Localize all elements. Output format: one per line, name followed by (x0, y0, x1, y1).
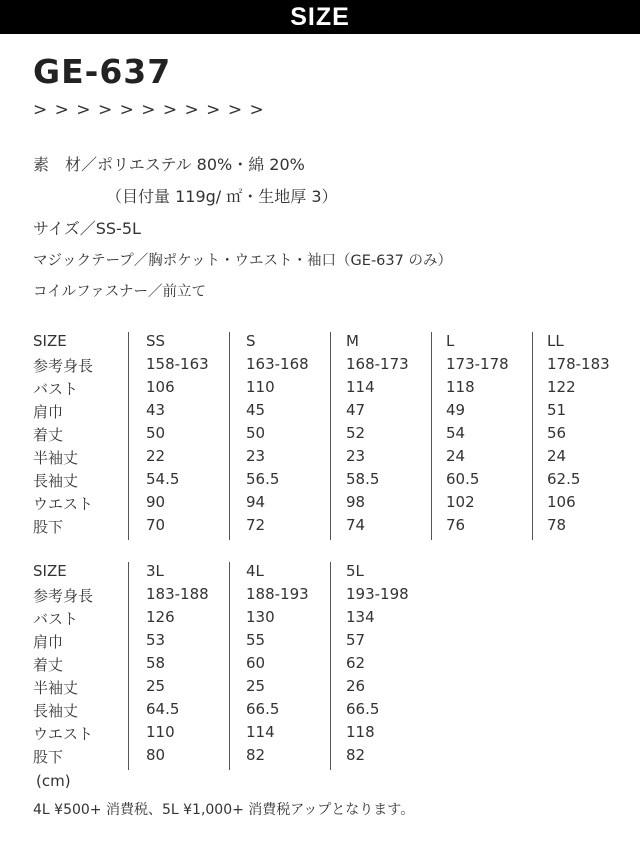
table-cell: 114 (246, 723, 275, 741)
table1-divider (330, 332, 331, 540)
table1-header-cell: SIZE (33, 332, 67, 350)
table-cell: 50 (246, 424, 266, 442)
table-cell: 25 (246, 677, 266, 695)
table-cell: 56 (547, 424, 567, 442)
spec-size-label: サイズ／ (33, 219, 96, 238)
table-cell: 23 (346, 447, 366, 465)
row-label: 半袖丈 (33, 449, 79, 467)
table-cell: 82 (246, 746, 266, 764)
table-cell: 188-193 (246, 585, 309, 603)
table-cell: 82 (346, 746, 366, 764)
table-cell: 134 (346, 608, 375, 626)
table-cell: 168-173 (346, 355, 409, 373)
table-cell: 102 (446, 493, 475, 511)
row-label: ウエスト (33, 725, 94, 743)
table-cell: 126 (146, 608, 175, 626)
table2-header-cell: 4L (246, 562, 264, 580)
spec-velcro (33, 249, 452, 270)
spec-size-value: SS-5L (95, 219, 141, 238)
spec-weight-value: （目付量 119g/ ㎡・生地厚 3） (106, 187, 338, 206)
table2-header-cell: 5L (346, 562, 364, 580)
row-label: 着丈 (33, 656, 64, 674)
spec-size-range (33, 216, 141, 239)
table1-header-cell: S (246, 332, 256, 350)
row-label: 参考身長 (33, 357, 94, 375)
row-label: 長袖丈 (33, 702, 79, 720)
table-cell: 114 (346, 378, 375, 396)
spec-material (33, 152, 305, 175)
table-cell: 23 (246, 447, 266, 465)
table1-divider (532, 332, 533, 540)
spec-material-value: ポリエステル 80%・綿 20% (97, 155, 305, 174)
chevron-divider-icon: > > > > > > > > > > > (33, 100, 265, 120)
row-label: ウエスト (33, 495, 94, 513)
row-label: 股下 (33, 518, 64, 536)
table-cell: 24 (446, 447, 466, 465)
spec-velcro-value: マジックテープ／胸ポケット・ウエスト・袖口（GE-637 のみ） (33, 253, 452, 269)
table-cell: 62.5 (547, 470, 581, 488)
table2-divider (330, 562, 331, 770)
row-label: 肩巾 (33, 403, 64, 421)
row-label: バスト (33, 380, 79, 398)
table1-header-cell: LL (547, 332, 564, 350)
table-cell: 74 (346, 516, 366, 534)
table-cell: 110 (146, 723, 175, 741)
table-cell: 90 (146, 493, 166, 511)
table-cell: 62 (346, 654, 366, 672)
row-label: 着丈 (33, 426, 64, 444)
table2-divider (229, 562, 230, 770)
row-label: 半袖丈 (33, 679, 79, 697)
table-cell: 60.5 (446, 470, 480, 488)
table-cell: 72 (246, 516, 266, 534)
table-cell: 106 (146, 378, 175, 396)
table-cell: 66.5 (246, 700, 280, 718)
table-cell: 50 (146, 424, 166, 442)
size-banner (0, 0, 640, 34)
row-label: 肩巾 (33, 633, 64, 651)
table-cell: 178-183 (547, 355, 610, 373)
size-table-2 (33, 562, 633, 772)
table-cell: 158-163 (146, 355, 209, 373)
spec-zipper (33, 280, 206, 301)
size-table-1 (33, 332, 633, 542)
unit-label: (cm) (36, 772, 71, 790)
table-cell: 52 (346, 424, 366, 442)
table-cell: 122 (547, 378, 576, 396)
table-cell: 106 (547, 493, 576, 511)
table-cell: 173-178 (446, 355, 509, 373)
table-cell: 98 (346, 493, 366, 511)
table-cell: 193-198 (346, 585, 409, 603)
table-cell: 47 (346, 401, 366, 419)
table1-header-cell: SS (146, 332, 166, 350)
table-cell: 66.5 (346, 700, 380, 718)
table-cell: 183-188 (146, 585, 209, 603)
table-cell: 45 (246, 401, 266, 419)
row-label: 長袖丈 (33, 472, 79, 490)
row-label: バスト (33, 610, 79, 628)
table-cell: 56.5 (246, 470, 280, 488)
table-cell: 54 (446, 424, 466, 442)
table-cell: 118 (346, 723, 375, 741)
table-cell: 130 (246, 608, 275, 626)
table1-header-cell: M (346, 332, 359, 350)
table-cell: 57 (346, 631, 366, 649)
table-cell: 118 (446, 378, 475, 396)
table-cell: 43 (146, 401, 166, 419)
table2-header-cell: SIZE (33, 562, 67, 580)
table-cell: 94 (246, 493, 266, 511)
price-note: 4L ¥500+ 消費税、5L ¥1,000+ 消費税アップとなります。 (33, 802, 415, 818)
spec-material-label: 素 材／ (33, 155, 98, 174)
spec-weight (106, 184, 338, 207)
banner-title: SIZE (290, 2, 350, 31)
table-cell: 26 (346, 677, 366, 695)
table-cell: 163-168 (246, 355, 309, 373)
table-cell: 25 (146, 677, 166, 695)
table-cell: 54.5 (146, 470, 180, 488)
table-cell: 22 (146, 447, 166, 465)
table-cell: 24 (547, 447, 567, 465)
table1-header-cell: L (446, 332, 455, 350)
row-label: 参考身長 (33, 587, 94, 605)
table-cell: 76 (446, 516, 466, 534)
table-cell: 58.5 (346, 470, 380, 488)
table-cell: 53 (146, 631, 166, 649)
table2-header-cell: 3L (146, 562, 164, 580)
table-cell: 78 (547, 516, 567, 534)
table-cell: 64.5 (146, 700, 180, 718)
table1-divider (431, 332, 432, 540)
table-cell: 60 (246, 654, 266, 672)
table1-divider (229, 332, 230, 540)
table-cell: 70 (146, 516, 166, 534)
row-label: 股下 (33, 748, 64, 766)
spec-zipper-value: コイルファスナー／前立て (33, 284, 206, 300)
table-cell: 55 (246, 631, 266, 649)
model-number: GE-637 (33, 52, 172, 91)
table-cell: 110 (246, 378, 275, 396)
table-cell: 51 (547, 401, 567, 419)
table-cell: 80 (146, 746, 166, 764)
table-cell: 49 (446, 401, 466, 419)
table-cell: 58 (146, 654, 166, 672)
table1-divider (128, 332, 129, 540)
table2-divider (128, 562, 129, 770)
